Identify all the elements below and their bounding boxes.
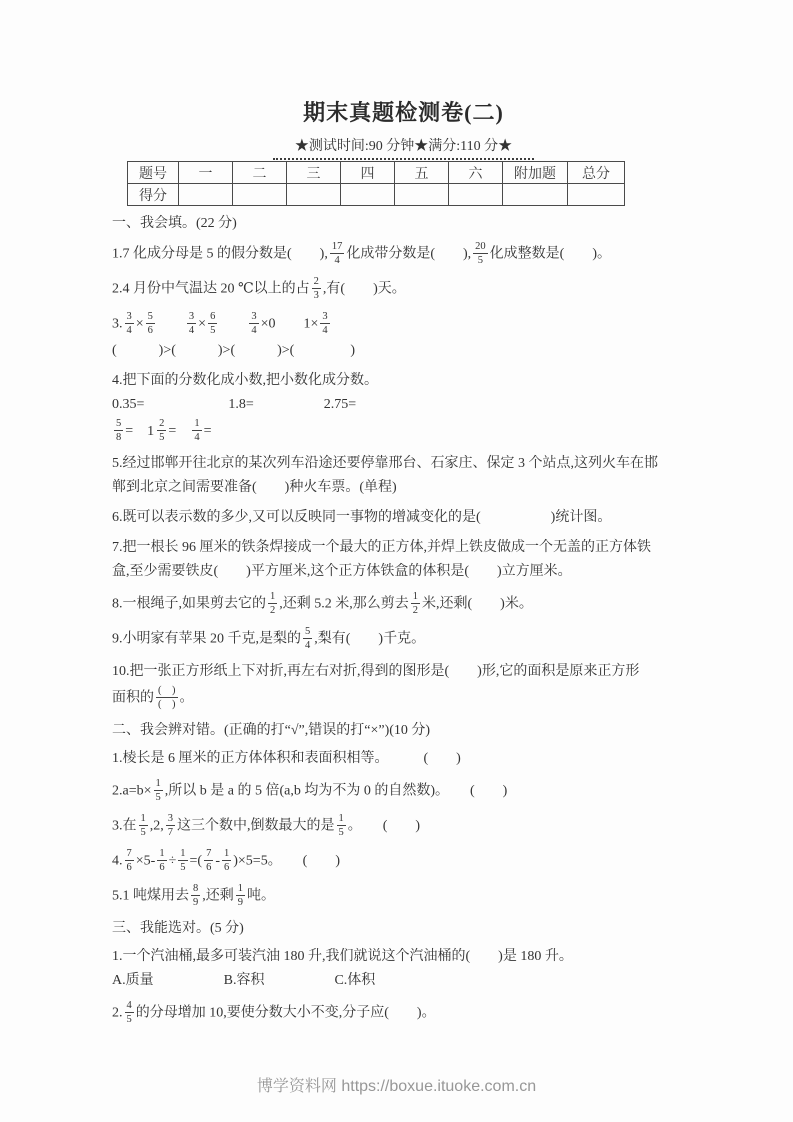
footer: [0, 1073, 793, 1096]
fraction: [203, 848, 214, 873]
fraction-numerator: 5: [146, 311, 155, 324]
score-table-col-header: 六: [449, 162, 503, 184]
fraction-numerator: 3: [249, 311, 258, 324]
fraction-denominator: 4: [251, 325, 257, 337]
fraction: [165, 813, 176, 838]
score-table-header-row: [128, 162, 625, 184]
section-1-question-7: [112, 536, 695, 584]
fraction: [153, 778, 164, 803]
footer-link[interactable]: https://boxue.ituoke.com.cn: [341, 1078, 537, 1095]
fraction-denominator: 5: [210, 325, 216, 337]
mixed-number-whole: 1: [147, 423, 155, 439]
section-1-question-6: [112, 506, 695, 530]
fraction: [156, 848, 167, 873]
question-line: 郸到北京之间需要准备( )种火车票。(单程): [112, 480, 397, 496]
fraction-numerator: 3: [320, 311, 329, 324]
question-line: 盒,至少需要铁皮( )平方厘米,这个正方体铁盒的体积是( )立方厘米。: [112, 564, 572, 580]
question-line: 3. $\frac{3}{4}$ × $\frac{5}{6}$ $\frac{3}{4}$ × $\frac{6}{5}$ $\frac{3}{4}$ ×0 1× $\frac{3}{4}$: [112, 310, 695, 339]
question-line: 9.小明家有苹果 20 千克,是梨的 $\frac{5}{4}$ ,梨有( )千克。: [112, 626, 426, 652]
section-heading-1: 一、我会填。(22 分): [112, 216, 237, 231]
score-cell-empty: [449, 184, 503, 206]
fraction-denominator: 4: [305, 640, 311, 652]
question-line: 5.1 吨煤用去 $\frac{8}{9}$ ,还剩 $\frac{1}{9}$ 吨。: [112, 883, 275, 909]
fraction: [311, 276, 322, 301]
question-line: 1.7 化成分母是 5 的假分数是( ), $\frac{17}{4}$ 化成带分数是( ), $\frac{20}{5}$ 化成整数是( )。: [112, 241, 611, 267]
fraction: [138, 813, 149, 838]
score-table-col-header: 四: [341, 162, 395, 184]
fraction-denominator: 5: [155, 792, 161, 804]
section-1-question-10: [112, 660, 695, 713]
fraction: [190, 883, 201, 908]
section-3-question-2: [112, 999, 695, 1028]
fraction-denominator: 4: [188, 325, 195, 337]
score-table-score-row: [128, 184, 625, 206]
fraction: [329, 241, 346, 266]
question-line: 6.既可以表示数的多少,又可以反映同一事物的增减变化的是( )统计图。: [112, 510, 612, 526]
score-table-corner-label: 题号: [128, 162, 179, 184]
fraction-denominator: 5: [338, 827, 344, 839]
question-line: 面积的 $\frac{( )}{( )}$ 。: [112, 685, 194, 711]
section-2-question-5: [112, 882, 695, 911]
score-cell-empty: [503, 184, 568, 206]
fraction-denominator: 4: [322, 325, 328, 337]
fraction-denominator: 6: [159, 862, 165, 874]
section-2-question-3: [112, 812, 695, 841]
fraction-denominator: 5: [159, 432, 165, 444]
score-cell-empty: [287, 184, 341, 206]
fraction-numerator: 4: [125, 1000, 134, 1013]
fraction-denominator: 4: [126, 325, 132, 337]
question-line: 2.a=b× $\frac{1}{5}$ ,所以 b 是 a 的 5 倍(a,b 均为不为 0 的自然数)。 ( ): [112, 778, 508, 804]
fraction: [235, 883, 246, 908]
fraction: [302, 626, 313, 651]
fraction: [191, 418, 202, 443]
fraction-numerator: 17: [330, 241, 345, 254]
question-line: 0.35= 1.8= 2.75=: [112, 397, 357, 413]
fraction-numerator: 7: [204, 848, 213, 861]
question-line: A.质量 B.容积 C.体积: [112, 973, 376, 989]
fraction-denominator: 6: [126, 862, 132, 874]
section-3-question-1: [112, 945, 695, 993]
fraction-denominator: 8: [116, 432, 122, 444]
section-2-question-2: [112, 777, 695, 806]
fraction-numerator: 1: [236, 883, 245, 896]
fraction-numerator: 3: [125, 311, 134, 324]
section-2-question-4: [112, 847, 695, 876]
fraction: [124, 311, 135, 336]
question-line: 3.在 $\frac{1}{5}$ ,2, $\frac{3}{7}$ 这三个数中,倒数最大的是 $\frac{1}{5}$ 。 ( ): [112, 813, 421, 839]
question-line: 1.棱长是 6 厘米的正方体体积和表面积相等。 ( ): [112, 751, 461, 767]
fraction-denominator: 4: [194, 432, 200, 444]
fraction: [113, 418, 124, 443]
fraction: [248, 311, 259, 336]
fraction-numerator: 6: [208, 311, 217, 324]
section-2-question-1: [112, 747, 695, 771]
fraction-denominator: 6: [223, 862, 230, 874]
score-row-label: 得分: [128, 184, 179, 206]
fraction-numerator: 7: [125, 848, 134, 861]
fraction-numerator: 5: [114, 418, 123, 431]
score-table-col-header: 一: [179, 162, 233, 184]
fraction-denominator: 7: [167, 827, 173, 839]
fraction-numerator: 2: [157, 418, 166, 431]
fraction-denominator: 9: [193, 897, 199, 909]
section-1-question-4: [112, 369, 695, 446]
fraction-numerator: ( ): [156, 685, 178, 698]
fraction-numerator: 1: [268, 591, 277, 604]
fraction-numerator: 5: [303, 626, 312, 639]
question-line: 7.把一根长 96 厘米的铁条焊接成一个最大的正方体,并焊上铁皮做成一个无盖的正方体铁: [112, 540, 651, 556]
score-cell-empty: [179, 184, 233, 206]
section-1-question-3: [112, 310, 695, 363]
fraction: [319, 311, 330, 336]
question-line: ( )>( )>( )>( ): [112, 343, 355, 359]
score-table-col-header: 三: [287, 162, 341, 184]
question-line: 2. $\frac{4}{5}$ 的分母增加 10,要使分数大小不变,分子应( )。: [112, 1000, 436, 1026]
question-line: 1.一个汽油桶,最多可装汽油 180 升,我们就说这个汽油桶的( )是 180 升。: [112, 949, 573, 965]
page-title: 期末真题检测卷(二): [303, 100, 504, 125]
fraction-denominator: 2: [412, 605, 418, 617]
fraction-numerator: 20: [473, 241, 488, 254]
section-1-question-8: [112, 590, 695, 619]
fraction: [177, 848, 188, 873]
section-1-question-2: [112, 275, 695, 304]
fraction: [472, 241, 489, 266]
fraction-numerator: 1: [154, 778, 163, 791]
section-1-question-9: [112, 625, 695, 654]
question-line: 10.把一张正方形纸上下对折,再左右对折,得到的图形是( )形,它的面积是原来正方形: [112, 664, 640, 680]
fraction: [267, 591, 278, 616]
fraction-numerator: 1: [139, 813, 148, 826]
fraction: [124, 848, 135, 873]
fraction-denominator: 5: [180, 862, 186, 874]
fraction-numerator: 1: [178, 848, 187, 861]
score-table-col-header: 总分: [568, 162, 625, 184]
score-cell-empty: [395, 184, 449, 206]
question-line: 8.一根绳子,如果剪去它的 $\frac{1}{2}$ ,还剩 5.2 米,那么剪去 $\frac{1}{2}$ 米,还剩( )米。: [112, 591, 533, 617]
fraction-numerator: 1: [222, 848, 231, 861]
section-1-question-5: [112, 452, 695, 500]
fraction: [156, 418, 167, 443]
question-line: 5.经过邯郸开往北京的某次列车沿途还要停靠邢台、石家庄、保定 3 个站点,这列火车在邯: [112, 456, 658, 472]
fraction-numerator: 8: [191, 883, 200, 896]
score-cell-empty: [233, 184, 287, 206]
fraction-numerator: 1: [192, 418, 201, 431]
fraction-denominator: 6: [206, 862, 212, 874]
score-cell-empty: [341, 184, 395, 206]
question-line: 2.4 月份中气温达 20 ℃以上的占 $\frac{2}{3}$ ,有( )天。: [112, 276, 406, 302]
subtitle-row: [112, 135, 695, 160]
fraction-numerator: 2: [312, 276, 321, 289]
fraction-denominator: 5: [140, 827, 146, 839]
fraction-denominator: 2: [270, 605, 276, 617]
fraction-denominator: 6: [147, 325, 153, 337]
fraction: [145, 311, 156, 336]
fraction: [221, 848, 232, 873]
fraction-denominator: 5: [477, 255, 484, 267]
score-table: [127, 161, 625, 206]
fraction-denominator: 4: [334, 255, 340, 267]
fraction: [186, 311, 197, 336]
section-heading-3: 三、我能选对。(5 分): [112, 921, 244, 937]
fraction: [207, 311, 218, 336]
fraction: [336, 813, 347, 838]
fraction-denominator: 3: [313, 290, 319, 302]
question-line: 4. $\frac{7}{6}$ ×5- $\frac{1}{6}$ ÷ $\frac{1}{5}$ =( $\frac{7}{6}$ - $\frac{1}{6}$ )×5=5。 ( ): [112, 848, 341, 874]
fraction-denominator: 5: [126, 1014, 132, 1026]
question-line: $\frac{5}{8}$ = 1 $\frac{2}{5}$ = $\frac{1}{4}$ =: [112, 417, 695, 446]
footer-site-name: 博学资料网: [256, 1078, 337, 1095]
score-table-col-header: 附加题: [503, 162, 568, 184]
fraction-denominator: ( ): [158, 699, 176, 711]
fraction-numerator: 1: [411, 591, 420, 604]
fraction-numerator: 3: [187, 311, 196, 324]
exam-meta: ★测试时间:90 分钟★满分:110 分★: [273, 135, 534, 160]
fraction-numerator: 1: [157, 848, 166, 861]
exam-content: [112, 212, 695, 1028]
section-heading-2: 二、我会辨对错。(正确的打“√”,错误的打“×”)(10 分): [112, 723, 431, 739]
fraction: [155, 685, 179, 710]
fraction-denominator: 9: [237, 897, 243, 909]
fraction-numerator: 1: [337, 813, 346, 826]
score-cell-empty: [568, 184, 625, 206]
question-line: 4.把下面的分数化成小数,把小数化成分数。: [112, 373, 378, 389]
score-table-col-header: 二: [233, 162, 287, 184]
score-table-col-header: 五: [395, 162, 449, 184]
section-1-question-1: [112, 240, 695, 269]
fraction: [124, 1000, 135, 1025]
fraction: [410, 591, 421, 616]
fraction-numerator: 3: [166, 813, 175, 826]
